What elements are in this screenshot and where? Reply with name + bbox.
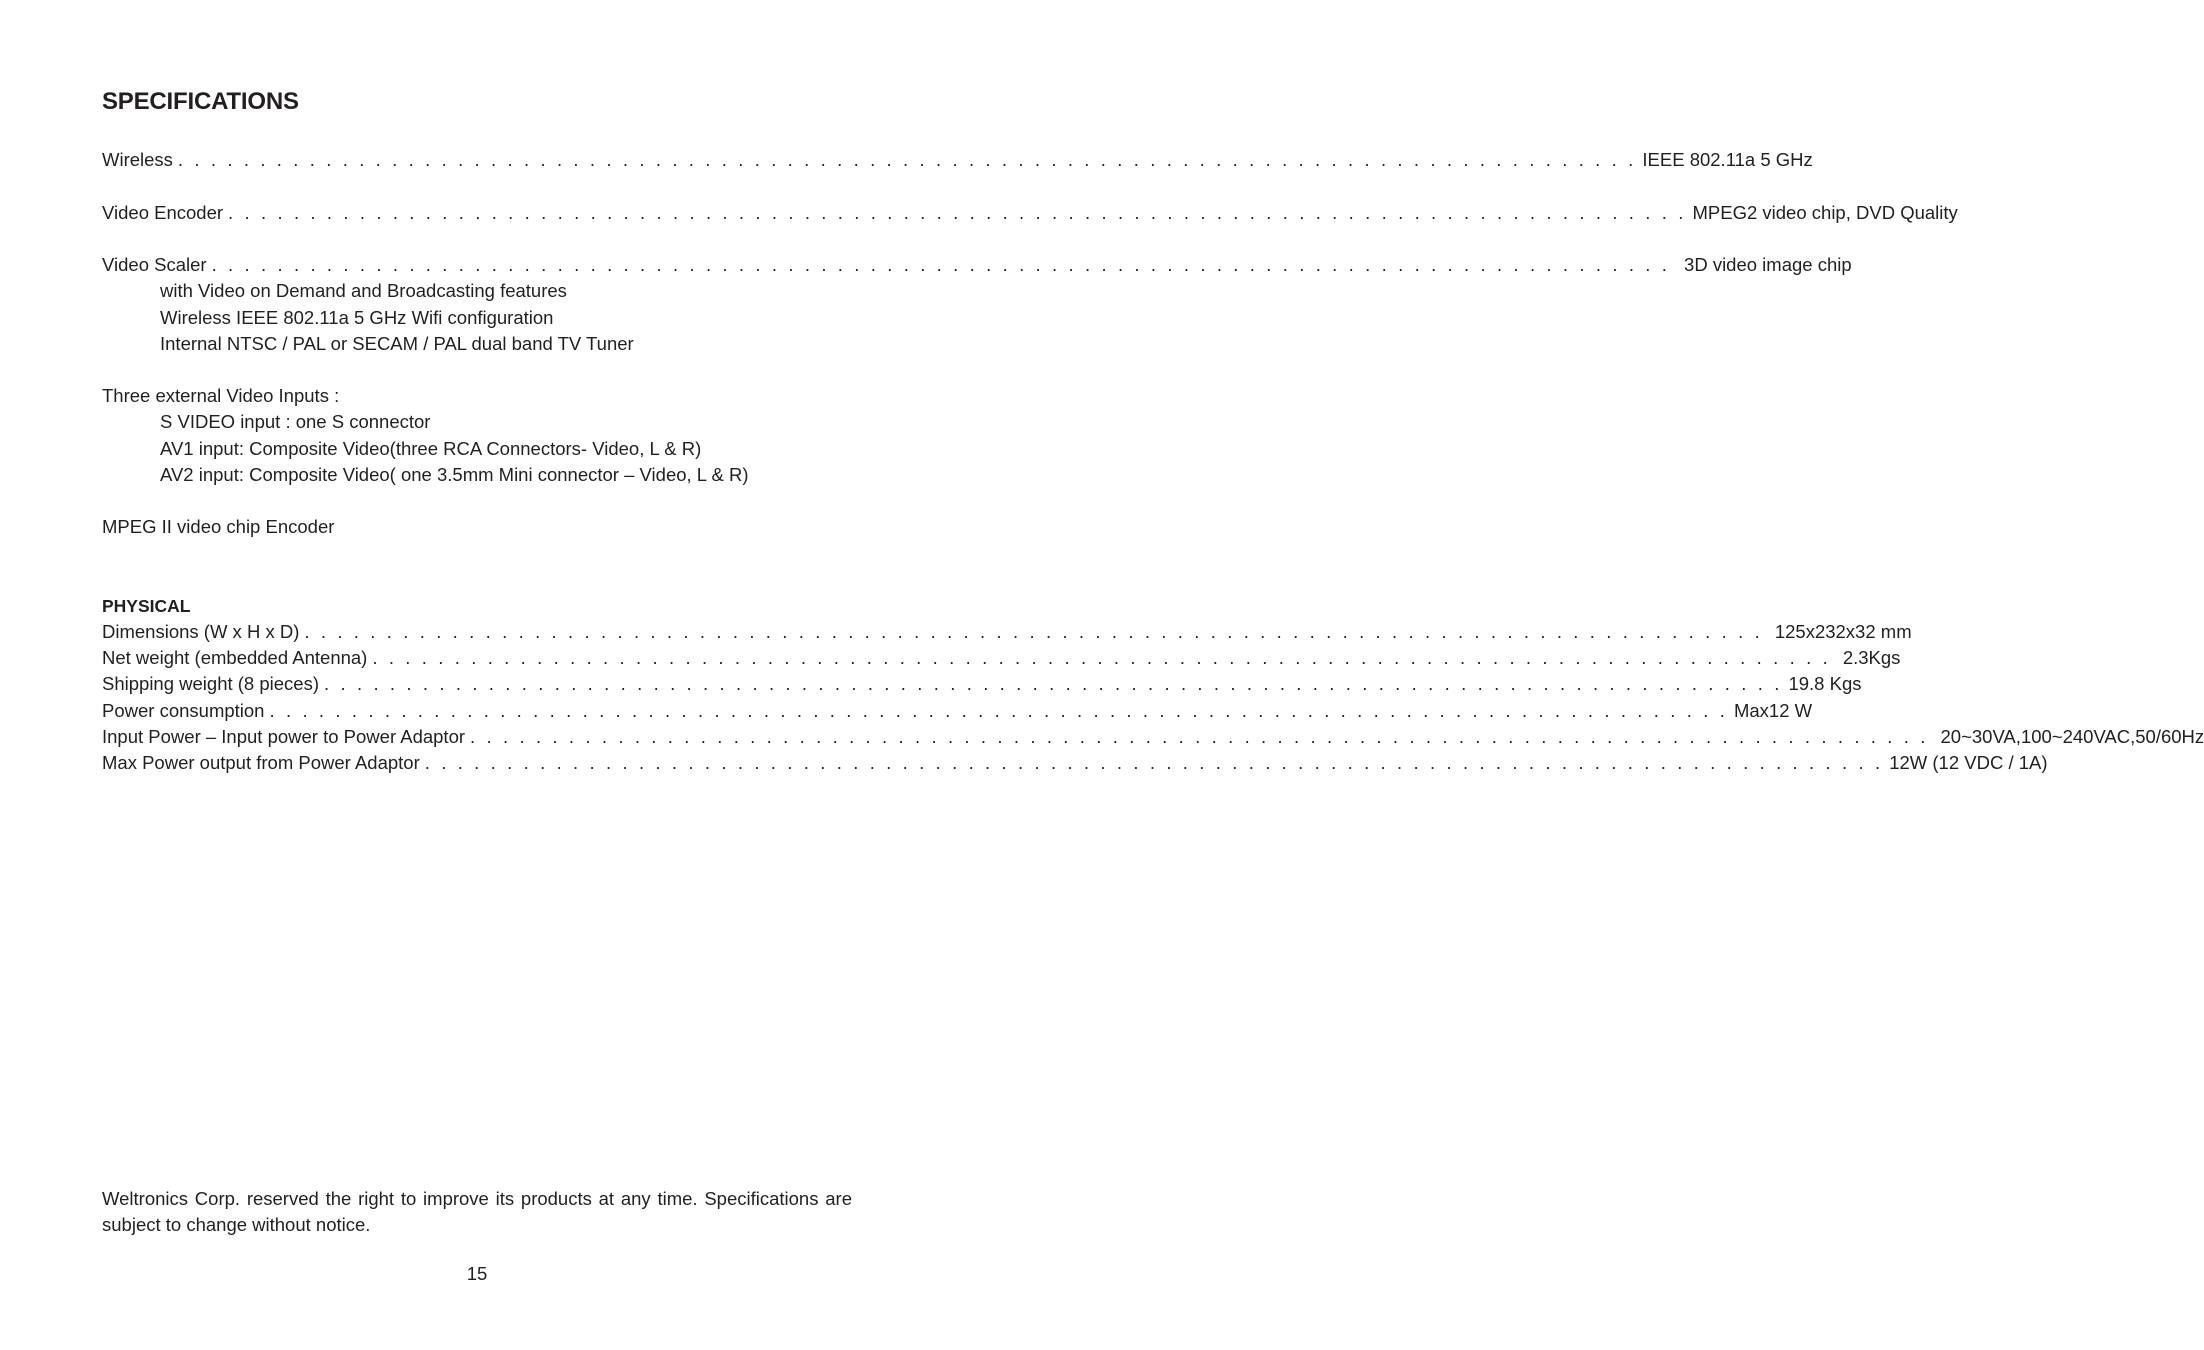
- physical-row-input-power: [102, 725, 2204, 749]
- spec-value: 3D video image chip: [1684, 254, 1852, 275]
- inputs-heading: Three external Video Inputs :: [102, 385, 340, 406]
- spec-label: Net weight (embedded Antenna): [102, 647, 368, 668]
- spec-label: Shipping weight (8 pieces): [102, 673, 319, 694]
- spec-value: MPEG2 video chip, DVD Quality: [1692, 202, 1958, 223]
- spec-label: Dimensions (W x H x D): [102, 621, 300, 642]
- spec-row-video-encoder: [102, 201, 1958, 225]
- spec-label: Power consumption: [102, 700, 265, 721]
- spec-label: Wireless: [102, 149, 173, 170]
- spec-value: IEEE 802.11a 5 GHz: [1642, 149, 1813, 170]
- input-item: AV2 input: Composite Video( one 3.5mm Mini connector – Video, L & R): [160, 464, 749, 485]
- encoder-note: MPEG II video chip Encoder: [102, 516, 335, 537]
- physical-row-max-power-output: [102, 751, 2048, 775]
- physical-row-dimensions: [102, 620, 1912, 644]
- dot-leader: . . . . . . . . . . . . . . . . . . . . . . . . . . . . . . . . . . . . . . . . . . . . . . . . . . . . . . . . . . . . . . . . . . . . . . . . . . . . . . . . . . . . . . . . .: [228, 202, 1687, 223]
- spec-label: Max Power output from Power Adaptor: [102, 752, 420, 773]
- page-number: 15: [466, 1263, 488, 1284]
- dot-leader: . . . . . . . . . . . . . . . . . . . . . . . . . . . . . . . . . . . . . . . . . . . . . . . . . . . . . . . . . . . . . . . . . . . . . . . . . . . . . . . . . . . . . . . . .: [269, 700, 1728, 721]
- spec-value: 12W (12 VDC / 1A): [1889, 752, 2048, 773]
- physical-row-net-weight: [102, 646, 1901, 670]
- spec-label: Video Scaler: [102, 254, 207, 275]
- spec-value: 2.3Kgs: [1842, 647, 1901, 668]
- spec-label: Video Encoder: [102, 202, 224, 223]
- dot-leader: . . . . . . . . . . . . . . . . . . . . . . . . . . . . . . . . . . . . . . . . . . . . . . . . . . . . . . . . . . . . . . . . . . . . . . . . . . . . . . . . . . . . . . . . .: [304, 621, 1763, 642]
- dot-leader: . . . . . . . . . . . . . . . . . . . . . . . . . . . . . . . . . . . . . . . . . . . . . . . . . . . . . . . . . . . . . . . . . . . . . . . . . . . . . . . . . . . . . . . . .: [424, 752, 1884, 773]
- dot-leader: . . . . . . . . . . . . . . . . . . . . . . . . . . . . . . . . . . . . . . . . . . . . . . . . . . . . . . . . . . . . . . . . . . . . . . . . . . . . . . . . . . . . . . . . .: [372, 647, 1831, 668]
- page-title: SPECIFICATIONS: [102, 88, 299, 115]
- dot-leader: . . . . . . . . . . . . . . . . . . . . . . . . . . . . . . . . . . . . . . . . . . . . . . . . . . . . . . . . . . . . . . . . . . . . . . . . . . . . . . . . . . . . . . . . .: [177, 149, 1637, 170]
- physical-row-power-consumption: [102, 699, 1813, 723]
- dot-leader: . . . . . . . . . . . . . . . . . . . . . . . . . . . . . . . . . . . . . . . . . . . . . . . . . . . . . . . . . . . . . . . . . . . . . . . . . . . . . . . . . . . . . . . . .: [211, 254, 1671, 275]
- disclaimer-text: Weltronics Corp. reserved the right to improve its products at any time. Specifications are subject to change without notice.: [102, 1188, 852, 1235]
- dot-leader: . . . . . . . . . . . . . . . . . . . . . . . . . . . . . . . . . . . . . . . . . . . . . . . . . . . . . . . . . . . . . . . . . . . . . . . . . . . . . . . . . . . . . . . . .: [470, 726, 1929, 747]
- dot-leader: . . . . . . . . . . . . . . . . . . . . . . . . . . . . . . . . . . . . . . . . . . . . . . . . . . . . . . . . . . . . . . . . . . . . . . . . . . . . . . . . . . . . . . . . .: [324, 673, 1783, 694]
- spec-value: Max12 W: [1733, 700, 1813, 721]
- physical-heading: PHYSICAL: [102, 596, 191, 616]
- physical-row-shipping-weight: [102, 672, 1862, 696]
- spec-row-video-scaler: [102, 253, 1852, 277]
- scaler-detail: with Video on Demand and Broadcasting features: [160, 280, 567, 301]
- input-item: S VIDEO input : one S connector: [160, 411, 431, 432]
- scaler-detail: Wireless IEEE 802.11a 5 GHz Wifi configuration: [160, 307, 554, 328]
- input-item: AV1 input: Composite Video(three RCA Connectors- Video, L & R): [160, 438, 702, 459]
- spec-value: 19.8 Kgs: [1788, 673, 1862, 694]
- spec-label: Input Power – Input power to Power Adaptor: [102, 726, 466, 747]
- spec-value: 20~30VA,100~240VAC,50/60Hz: [1940, 726, 2204, 747]
- spec-row-wireless: [102, 148, 1813, 172]
- spec-value: 125x232x32 mm: [1774, 621, 1912, 642]
- scaler-detail: Internal NTSC / PAL or SECAM / PAL dual band TV Tuner: [160, 333, 634, 354]
